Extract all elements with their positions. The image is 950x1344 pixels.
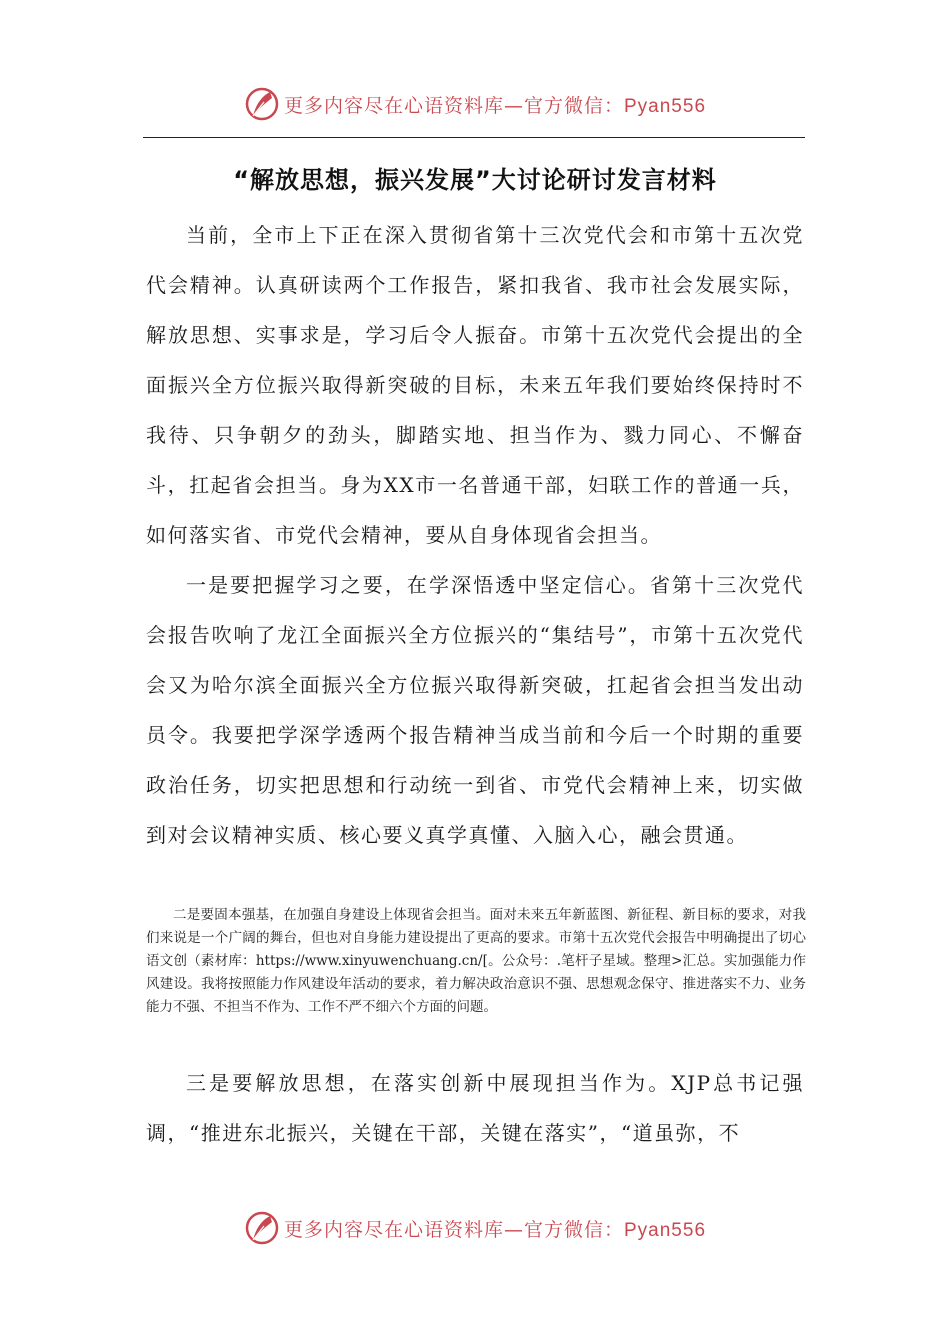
footer-watermark xyxy=(0,1208,950,1248)
paragraph-point-two: 二是要固本强基，在加强自身建设上体现省会担当。面对未来五年新蓝图、新征程、新目标的要求，对我们来说是一个广阔的舞台，但也对自身能力建设提出了更高的要求。市第十五次党代会报告中明确提出了切心语文创（素材库：https://www.xinyuwenchuang.cn/[。公众号：.笔杆子星域。整理>汇总。实加强能力作风建设。我将按照能力作风建设年活动的要求，着力解决政治意识不强、思想观念保守、推进落实不力、业务能力不强、不担当不作为、工作不严不细六个方面的问题。 xyxy=(146,907,806,1015)
document-title: “解放思想，振兴发展”大讨论研讨发言材料 xyxy=(233,166,717,194)
footer-brand-text: 更多内容尽在心语资料库—官方微信： xyxy=(283,1218,624,1241)
quill-logo-icon xyxy=(244,1210,280,1246)
paragraph-point-three: 三是要解放思想，在落实创新中展现担当作为。XJP总书记强调，“推进东北振兴，关键在干部，关键在落实”，“道虽弥，不 xyxy=(146,1071,804,1145)
footer-wechat-id: Pyan556 xyxy=(624,1219,707,1241)
header-brand-text: 更多内容尽在心语资料库—官方微信： xyxy=(283,94,624,117)
header-divider xyxy=(143,137,805,138)
paragraph-intro: 当前，全市上下正在深入贯彻省第十三次党代会和市第十五次党代会精神。认真研读两个工作报告，紧扣我省、我市社会发展实际，解放思想、实事求是，学习后令人振奋。市第十五次党代会提出的全面振兴全方位振兴取得新突破的目标，未来五年我们要始终保持时不我待、只争朝夕的劲头，脚踏实地、担当作为、戮力同心、不懈奋斗，扛起省会担当。身为XX市一名普通干部，妇联工作的普通一兵，如何落实省、市党代会精神，要从自身体现省会担当。 xyxy=(146,223,804,547)
quill-logo-icon xyxy=(244,86,280,122)
header-watermark xyxy=(0,84,950,124)
header-wechat-id: Pyan556 xyxy=(624,95,707,117)
paragraph-point-one: 一是要把握学习之要，在学深悟透中坚定信心。省第十三次党代会报告吹响了龙江全面振兴全方位振兴的“集结号”，市第十五次党代会又为哈尔滨全面振兴全方位振兴取得新突破，扛起省会担当发出动员令。我要把学深学透两个报告精神当成当前和今后一个时期的重要政治任务，切实把思想和行动统一到省、市党代会精神上来，切实做到对会议精神实质、核心要义真学真懂、入脑入心，融会贯通。 xyxy=(146,573,804,847)
